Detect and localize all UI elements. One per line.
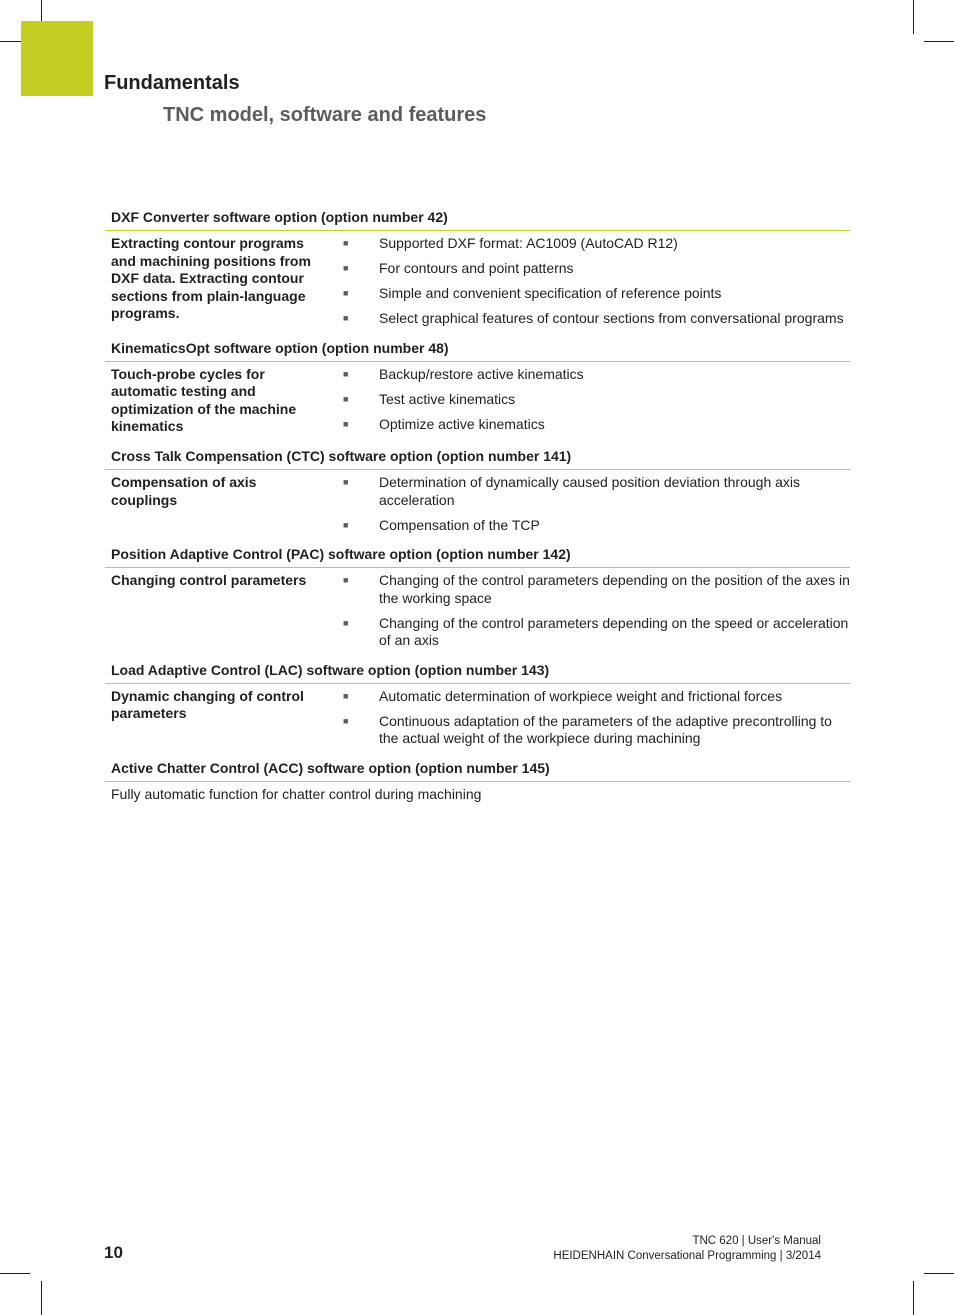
crop-mark: [41, 1281, 42, 1315]
option-ctc: [105, 448, 850, 534]
page-number: 10: [104, 1243, 123, 1262]
square-bullet-icon: ■: [343, 312, 349, 323]
option-pac: [105, 546, 850, 650]
list-item: ■ For contours and point patterns: [343, 259, 574, 276]
list-item: ■ Compensation of the TCP: [343, 516, 540, 533]
square-bullet-icon: ■: [343, 368, 349, 379]
feature-list: [323, 572, 850, 650]
list-item: ■ Supported DXF format: AC1009 (AutoCAD R12): [343, 235, 678, 251]
list-item: ■ Select graphical features of contour sections from conversational programs: [343, 309, 844, 326]
option-row: [105, 568, 850, 650]
square-bullet-icon: ■: [343, 519, 349, 530]
list-item: ■ Backup/restore active kinematics: [343, 365, 584, 382]
list-item: ■ Optimize active kinematics: [343, 415, 545, 432]
feature-list: [323, 688, 850, 748]
crop-mark: [924, 1273, 954, 1274]
option-label: Touch-probe cycles for automatic testing and optimization of the machine kinematics: [111, 365, 297, 435]
list-item: ■ Changing of the control parameters depending on the speed or acceleration of an axis: [343, 614, 849, 649]
option-description: Fully automatic function for chatter control during machining: [111, 786, 482, 803]
option-title: Position Adaptive Control (PAC) software option (option number 142): [105, 546, 850, 568]
footer-manual-subtitle: HEIDENHAIN Conversational Programming | 3/2014: [553, 1249, 821, 1262]
chapter-title: Fundamentals: [104, 72, 240, 94]
option-row: [105, 684, 850, 748]
square-bullet-icon: ■: [343, 238, 349, 248]
crop-mark: [924, 41, 954, 42]
square-bullet-icon: ■: [343, 476, 349, 487]
square-bullet-icon: ■: [343, 418, 349, 429]
option-label: Extracting contour programs and machining positions from DXF data. Extracting contour sections from plain-language programs.: [111, 235, 311, 322]
option-title: Active Chatter Control (ACC) software option (option number 145): [105, 760, 850, 782]
list-item: ■ Simple and convenient specification of reference points: [343, 284, 722, 301]
option-title: DXF Converter software option (option number 42): [105, 209, 850, 231]
square-bullet-icon: ■: [343, 393, 349, 404]
option-title: Load Adaptive Control (LAC) software option (option number 143): [105, 662, 850, 684]
option-row: [105, 470, 850, 534]
option-dxf: [105, 209, 850, 328]
option-title: Cross Talk Compensation (CTC) software option (option number 141): [105, 448, 850, 470]
option-row: [105, 362, 850, 436]
chapter-tab: [21, 21, 93, 96]
square-bullet-icon: ■: [343, 575, 349, 586]
option-row: [105, 231, 850, 328]
option-label: Changing control parameters: [111, 572, 307, 589]
option-acc: [105, 760, 850, 804]
feature-list: [323, 235, 850, 328]
option-lac: [105, 662, 850, 748]
feature-list: [323, 366, 850, 436]
feature-list: [323, 474, 850, 534]
option-title: KinematicsOpt software option (option number 48): [105, 340, 850, 362]
list-item: ■ Changing of the control parameters depending on the position of the axes in the working space: [343, 572, 850, 606]
square-bullet-icon: ■: [343, 617, 349, 628]
option-label: Dynamic changing of control parameters: [111, 687, 304, 722]
crop-mark: [913, 1281, 914, 1315]
option-label: Compensation of axis couplings: [111, 473, 257, 508]
square-bullet-icon: ■: [343, 690, 349, 701]
footer-info: [553, 1234, 821, 1263]
footer-manual-title: TNC 620 | User's Manual: [692, 1235, 821, 1247]
list-item: ■ Automatic determination of workpiece weight and frictional forces: [343, 687, 783, 704]
square-bullet-icon: ■: [343, 287, 349, 298]
list-item: ■ Continuous adaptation of the parameters of the adaptive precontrolling to the actual weight of the workpiece during machining: [343, 712, 832, 747]
square-bullet-icon: ■: [343, 715, 349, 726]
section-title: TNC model, software and features: [163, 104, 487, 126]
option-kinematicsopt: [105, 340, 850, 436]
crop-mark: [0, 1273, 30, 1274]
crop-mark: [913, 0, 914, 34]
list-item: ■ Determination of dynamically caused position deviation through axis acceleration: [343, 473, 801, 508]
square-bullet-icon: ■: [343, 262, 349, 273]
list-item: ■ Test active kinematics: [343, 390, 516, 407]
options-list: [105, 209, 850, 816]
